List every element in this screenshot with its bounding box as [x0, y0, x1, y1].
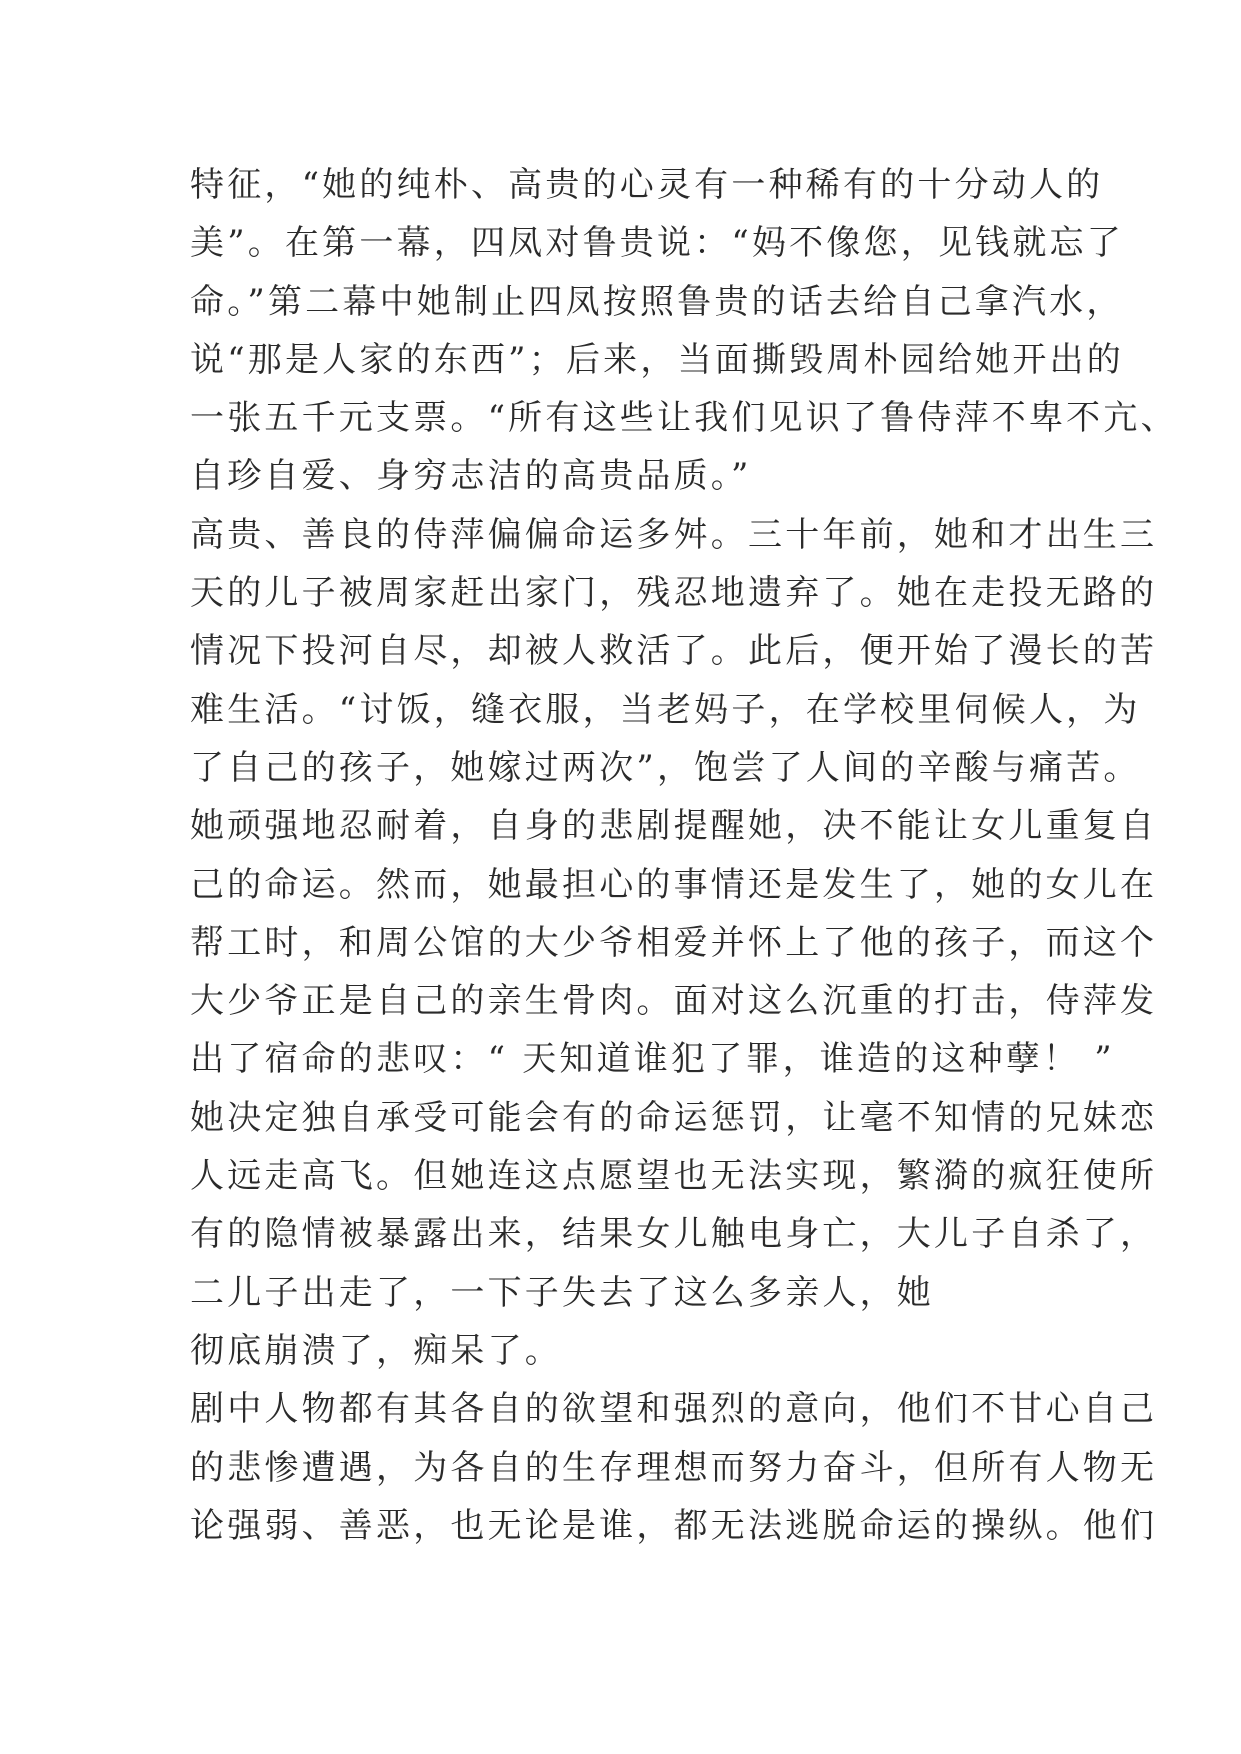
text-line: 了自己的孩子，她嫁过两次”，饱尝了人间的辛酸与痛苦。: [190, 747, 1141, 788]
text-line: 一张五千元支票。“所有这些让我们见识了鲁侍萍不卑不亢、: [190, 398, 1178, 439]
text-line: 剧中人物都有其各自的欲望和强烈的意向，他们不甘心自己: [190, 1389, 1158, 1430]
text-line: 难生活。“讨饭，缝衣服，当老妈子，在学校里伺候人，为: [190, 689, 1141, 730]
text-line: 特征，“她的纯朴、高贵的心灵有一种稀有的十分动人的: [190, 165, 1104, 205]
text-line: 天的儿子被周家赶出家门，残忍地遗弃了。她在走投无路的: [190, 573, 1158, 614]
text-line: 出了宿命的悲叹：“ 天知道谁犯了罪，谁造的这种孽！ ”: [190, 1039, 1115, 1080]
text-line: 帮工时，和周公馆的大少爷相爱并怀上了他的孩子，而这个: [190, 922, 1158, 963]
body-text: [190, 156, 1178, 1555]
text-line: 有的隐情被暴露出来，结果女儿触电身亡，大儿子自杀了，: [190, 1214, 1158, 1255]
text-line: 美”。在第一幕，四凤对鲁贵说：“妈不像您，见钱就忘了: [190, 223, 1124, 264]
text-line: 大少爷正是自己的亲生骨肉。面对这么沉重的打击，侍萍发: [190, 981, 1158, 1022]
text-line: 的悲惨遭遇，为各自的生存理想而努力奋斗，但所有人物无: [190, 1447, 1158, 1488]
text-line: 自珍自爱、身穷志洁的高贵品质。”: [190, 456, 752, 497]
text-line: 人远走高飞。但她连这点愿望也无法实现，繁漪的疯狂使所: [190, 1156, 1158, 1197]
text-line: 彻底崩溃了，痴呆了。: [190, 1330, 562, 1371]
text-line: 论强弱、善恶，也无论是谁，都无法逃脱命运的操纵。他们: [190, 1505, 1158, 1546]
text-line: 二儿子出走了，一下子失去了这么多亲人，她: [190, 1272, 934, 1313]
text-line: 命。”第二幕中她制止四凤按照鲁贵的话去给自己拿汽水，: [190, 281, 1124, 322]
text-line: 她决定独自承受可能会有的命运惩罚，让毫不知情的兄妹恋: [190, 1097, 1158, 1138]
text-line: 情况下投河自尽，却被人救活了。此后，便开始了漫长的苦: [190, 631, 1158, 672]
text-line: 己的命运。然而，她最担心的事情还是发生了，她的女儿在: [190, 864, 1158, 905]
text-line: 说“那是人家的东西”；后来，当面撕毁周朴园给她开出的: [190, 339, 1124, 380]
text-line: 高贵、善良的侍萍偏偏命运多舛。三十年前，她和才出生三: [190, 514, 1158, 555]
text-line: 她顽强地忍耐着，自身的悲剧提醒她，决不能让女儿重复自: [190, 806, 1158, 847]
